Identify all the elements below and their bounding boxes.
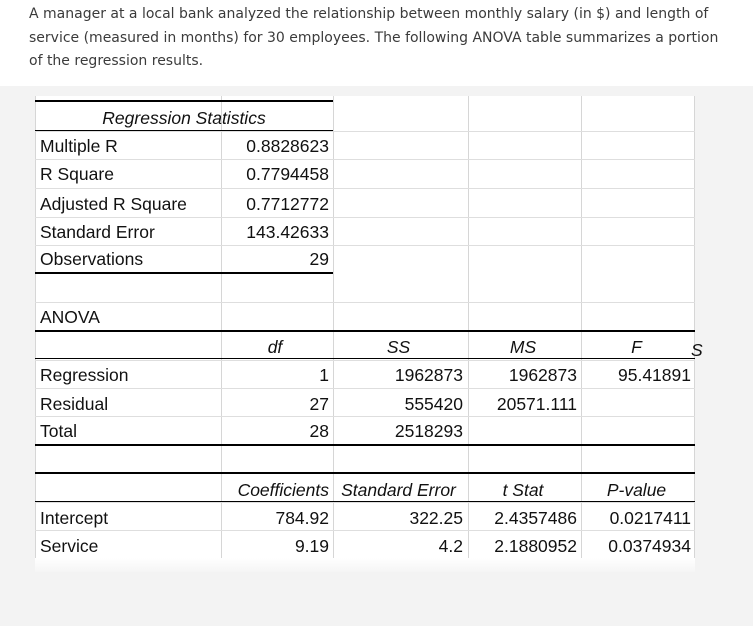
- anova-header-f: F: [631, 337, 642, 357]
- anova-row-label: Total: [40, 421, 77, 441]
- coef-value: 784.92: [275, 508, 329, 528]
- coef-header-t-stat: t Stat: [502, 480, 544, 500]
- table-top-rule: [35, 100, 333, 102]
- anova-header-rule: [35, 358, 695, 359]
- anova-ms: 1962873: [508, 365, 577, 385]
- anova-row-label: Residual: [40, 394, 109, 414]
- gridline: [35, 131, 695, 132]
- stat-label: Adjusted R Square: [40, 194, 187, 214]
- stat-value: 143.42633: [246, 222, 329, 242]
- gridline: [35, 530, 695, 531]
- anova-df: 28: [309, 421, 329, 441]
- stat-value: 0.7794458: [246, 164, 329, 184]
- gridline: [35, 302, 695, 303]
- regression-output-sheet: [35, 96, 703, 572]
- table-bottom-rule: [35, 272, 333, 274]
- question-panel: [0, 0, 753, 86]
- anova-top-rule: [35, 330, 695, 332]
- gridline: [35, 245, 695, 246]
- coef-header-coefficients: Coefficients: [237, 480, 329, 500]
- gridline: [35, 96, 36, 570]
- regression-statistics-title: Regression Statistics: [102, 108, 266, 128]
- header-rule: [35, 130, 333, 131]
- coef-header-p-value: P-value: [606, 480, 667, 500]
- coef-p-value: 0.0374934: [608, 536, 691, 556]
- anova-ss: 1962873: [394, 365, 463, 385]
- anova-bottom-rule: [35, 444, 695, 446]
- coef-row-label: Intercept: [40, 508, 109, 528]
- stat-label: Observations: [40, 249, 144, 269]
- anova-row-label: Regression: [40, 365, 129, 385]
- coef-value: 9.19: [294, 536, 329, 556]
- stat-value: 29: [309, 249, 329, 269]
- coef-header-standard-error: Standard Error: [341, 480, 456, 500]
- anova-header-significance-clipped: S: [691, 340, 703, 360]
- sheet-bottom-fade: [35, 558, 695, 572]
- stat-label: Standard Error: [40, 222, 155, 242]
- stat-label: Multiple R: [40, 136, 118, 156]
- coef-t-stat: 2.1880952: [494, 536, 577, 556]
- stat-value: 0.8828623: [246, 136, 329, 156]
- anova-header-ms: MS: [509, 337, 537, 357]
- gridline: [35, 360, 695, 361]
- gridline: [35, 159, 695, 160]
- gridline: [694, 96, 695, 570]
- gridline: [35, 388, 695, 389]
- coef-t-stat: 2.4357486: [494, 508, 577, 528]
- coef-p-value: 0.0217411: [609, 508, 691, 528]
- anova-header-ss: SS: [386, 337, 411, 357]
- coef-row-label: Service: [40, 536, 99, 556]
- stat-label: R Square: [40, 164, 114, 184]
- coef-top-rule: [35, 472, 695, 474]
- stat-value: 0.7712772: [246, 194, 329, 214]
- gridline: [35, 416, 695, 417]
- anova-ms: 20571.111: [496, 394, 577, 414]
- anova-f: 95.41891: [618, 365, 691, 385]
- anova-df: 1: [319, 365, 329, 385]
- anova-header-df: df: [267, 337, 283, 357]
- question-text: A manager at a local bank analyzed the relationship between monthly salary (in $) and length of service (measured in months) for 30 employees. The following ANOVA table summarizes a portion of the regression results.: [29, 6, 719, 69]
- coef-header-rule: [35, 501, 695, 502]
- coef-standard-error: 322.25: [409, 508, 463, 528]
- anova-df: 27: [309, 394, 329, 414]
- coef-standard-error: 4.2: [438, 536, 463, 556]
- anova-title: ANOVA: [40, 307, 100, 327]
- gridline: [35, 188, 695, 189]
- gridline: [35, 502, 695, 503]
- anova-ss: 555420: [404, 394, 463, 414]
- anova-ss: 2518293: [394, 421, 463, 441]
- gridline: [35, 217, 695, 218]
